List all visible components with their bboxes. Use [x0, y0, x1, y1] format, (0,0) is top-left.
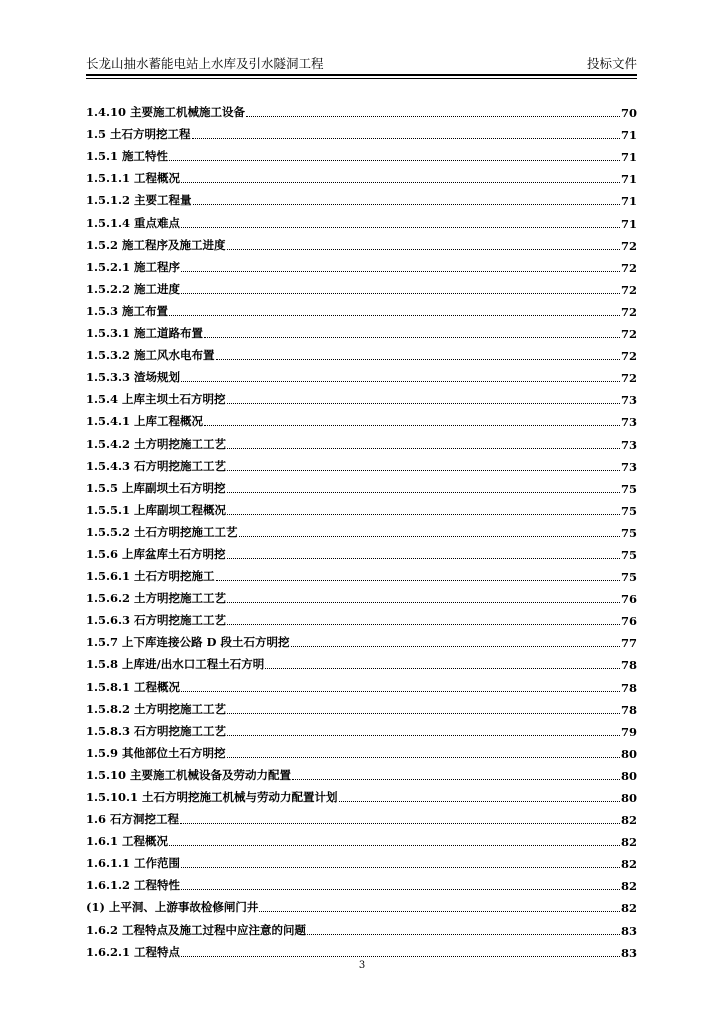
toc-entry[interactable] [86, 871, 637, 893]
toc-entry-page: 75 [620, 481, 637, 496]
toc-entry-page: 82 [620, 813, 637, 828]
toc-entry[interactable] [86, 717, 637, 739]
toc-entry[interactable] [86, 341, 637, 363]
toc-entry[interactable] [86, 98, 637, 120]
toc-entry-page: 71 [620, 150, 637, 165]
toc-entry-page: 80 [620, 791, 637, 805]
toc-dot-leader [192, 137, 620, 139]
toc-entry[interactable] [86, 142, 637, 164]
toc-entry-title: 1.5.5.2 土石方明挖施工工艺 [86, 524, 238, 539]
toc-entry-page: 76 [620, 614, 637, 629]
toc-entry-title: 1.6.1.2 工程特性 [86, 878, 181, 893]
header-rule-thin [86, 78, 637, 79]
toc-entry-title: 1.5.8 上库进/出水口工程土石方明 [86, 657, 265, 672]
toc-entry-title: 1.5.4.3 石方明挖施工工艺 [86, 458, 227, 473]
toc-entry-page: 83 [620, 923, 637, 938]
toc-dot-leader [291, 645, 620, 647]
toc-entry-title: 1.5.1 施工特性 [86, 149, 169, 164]
toc-entry[interactable] [86, 672, 637, 694]
toc-entry-title: 1.5.1.2 主要工程量 [86, 193, 192, 208]
toc-dot-leader [181, 866, 620, 868]
header-doc-type: 投标文件 [586, 56, 637, 71]
toc-entry-title: 1.6.2.1 工程特点 [86, 944, 181, 959]
toc-entry-page: 78 [620, 658, 637, 673]
toc-dot-leader [227, 601, 620, 603]
toc-dot-leader [181, 226, 620, 228]
toc-entry-title: 1.5.1.4 重点难点 [86, 215, 181, 230]
toc-dot-leader [169, 314, 620, 316]
toc-entry-title: 1.5.10.1 土石方明挖施工机械与劳动力配置计划 [86, 790, 338, 804]
toc-entry[interactable] [86, 540, 637, 562]
toc-entry-title: 1.5.8.2 土方明挖施工工艺 [86, 701, 227, 716]
header-rule-thick [86, 74, 637, 76]
toc-entry-title: (1) 上平洞、上游事故检修闸门井 [86, 900, 259, 915]
toc-entry-page: 75 [620, 570, 637, 585]
toc-entry-page: 82 [620, 879, 637, 894]
toc-entry-page: 73 [620, 437, 637, 452]
toc-entry-title: 1.5.4.2 土方明挖施工工艺 [86, 436, 227, 451]
toc-entry-page: 72 [620, 304, 637, 319]
toc-dot-leader [216, 579, 620, 581]
toc-dot-leader [307, 933, 620, 935]
toc-entry-title: 1.5.4.1 上库工程概况 [86, 414, 204, 429]
toc-dot-leader [292, 778, 620, 780]
toc-dot-leader [227, 469, 620, 471]
toc-entry-title: 1.6.2 工程特点及施工过程中应注意的问题 [86, 922, 307, 937]
toc-entry[interactable] [86, 297, 637, 319]
toc-entry[interactable] [86, 186, 637, 208]
toc-entry-page: 72 [620, 327, 637, 342]
toc-entry[interactable] [86, 739, 637, 761]
toc-dot-leader [169, 844, 620, 846]
toc-entry-page: 72 [620, 371, 637, 386]
toc-dot-leader [246, 115, 620, 117]
toc-entry-title: 1.5.6.2 土方明挖施工工艺 [86, 591, 227, 606]
toc-entry-title: 1.4.10 主要施工机械施工设备 [86, 105, 246, 120]
toc-entry-title: 1.5.7 上下库连接公路 D 段土石方明挖 [86, 635, 290, 650]
toc-dot-leader [227, 447, 620, 449]
toc-entry[interactable] [86, 783, 637, 805]
toc-dot-leader [181, 270, 620, 272]
toc-entry-title: 1.5 土石方明挖工程 [86, 127, 191, 142]
toc-entry[interactable] [86, 915, 637, 937]
toc-dot-leader [181, 181, 620, 183]
toc-dot-leader [339, 800, 620, 802]
toc-entry[interactable] [86, 584, 637, 606]
toc-dot-leader [227, 513, 620, 515]
toc-entry-page: 75 [620, 503, 637, 518]
toc-entry-title: 1.5.2 施工程序及施工进度 [86, 237, 226, 252]
toc-entry-page: 82 [620, 835, 637, 850]
toc-entry-page: 73 [620, 393, 637, 408]
toc-entry-page: 77 [620, 636, 637, 651]
toc-entry[interactable] [86, 849, 637, 871]
toc-entry-page: 80 [620, 768, 637, 783]
toc-entry[interactable] [86, 650, 637, 672]
toc-entry-page: 75 [620, 525, 637, 540]
toc-dot-leader [181, 690, 620, 692]
toc-entry[interactable] [86, 893, 637, 915]
toc-entry[interactable] [86, 496, 637, 518]
toc-entry[interactable] [86, 120, 637, 142]
toc-entry-title: 1.5.3.2 施工风水电布置 [86, 348, 215, 363]
toc-dot-leader [227, 557, 620, 559]
toc-dot-leader [204, 336, 620, 338]
toc-entry-page: 83 [620, 945, 637, 960]
toc-dot-leader [181, 380, 620, 382]
toc-entry-title: 1.6.1 工程概况 [86, 834, 169, 849]
toc-entry-title: 1.5.5.1 上库副坝工程概况 [86, 502, 227, 517]
toc-entry[interactable] [86, 385, 637, 407]
page-number: 3 [358, 960, 366, 971]
toc-entry-title: 1.5.2.2 施工进度 [86, 281, 181, 296]
toc-entry[interactable] [86, 938, 637, 960]
toc-entry-title: 1.5.8.3 石方明挖施工工艺 [86, 723, 227, 738]
toc-entry-page: 82 [620, 901, 637, 916]
toc-entry-page: 79 [620, 724, 637, 739]
toc-dot-leader [204, 424, 620, 426]
toc-dot-leader [181, 955, 620, 957]
toc-entry[interactable] [86, 518, 637, 540]
toc-dot-leader [227, 756, 620, 758]
toc-entry-title: 1.5.8.1 工程概况 [86, 679, 181, 694]
toc-entry-page: 71 [620, 216, 637, 231]
toc-entry-page: 75 [620, 547, 637, 562]
toc-entry-page: 76 [620, 592, 637, 607]
toc-dot-leader [265, 667, 620, 669]
toc-entry-page: 80 [620, 746, 637, 761]
toc-entry-title: 1.5.2.1 施工程序 [86, 259, 181, 274]
toc-entry[interactable] [86, 164, 637, 186]
toc-entry-page: 72 [620, 349, 637, 364]
toc-entry-title: 1.6.1.1 工作范围 [86, 856, 181, 871]
toc-entry-title: 1.5.1.1 工程概况 [86, 171, 181, 186]
toc-entry[interactable] [86, 363, 637, 385]
toc-entry[interactable] [86, 606, 637, 628]
toc-entry-title: 1.5.6.3 石方明挖施工工艺 [86, 613, 227, 628]
toc-dot-leader [227, 402, 620, 404]
toc-dot-leader [227, 491, 620, 493]
toc-dot-leader [227, 734, 620, 736]
toc-dot-leader [227, 248, 620, 250]
toc-entry-title: 1.5.3.1 施工道路布置 [86, 326, 204, 341]
toc-entry-title: 1.5.4 上库主坝土石方明挖 [86, 392, 226, 407]
toc-entry[interactable] [86, 253, 637, 275]
toc-dot-leader [181, 292, 620, 294]
toc-entry[interactable] [86, 474, 637, 496]
page-header [86, 52, 637, 72]
toc-dot-leader [239, 535, 620, 537]
toc-entry[interactable] [86, 761, 637, 783]
toc-entry-title: 1.5.5 上库副坝土石方明挖 [86, 480, 226, 495]
toc-entry[interactable] [86, 827, 637, 849]
toc-entry[interactable] [86, 319, 637, 341]
toc-dot-leader [181, 888, 620, 890]
toc-entry-title: 1.5.9 其他部位土石方明挖 [86, 745, 226, 760]
toc-entry-page: 73 [620, 459, 637, 474]
toc-entry[interactable] [86, 208, 637, 230]
toc-entry-page: 70 [620, 106, 637, 121]
toc-dot-leader [216, 358, 620, 360]
toc-dot-leader [180, 822, 620, 824]
toc-entry-page: 72 [620, 260, 637, 275]
toc-entry-title: 1.5.6.1 土石方明挖施工 [86, 569, 215, 584]
header-project-title: 长龙山抽水蓄能电站上水库及引水隧洞工程 [86, 56, 324, 71]
toc-entry-page: 71 [620, 172, 637, 187]
toc-entry-page: 78 [620, 680, 637, 695]
toc-dot-leader [259, 910, 620, 912]
toc-dot-leader [169, 159, 620, 161]
toc-entry-page: 71 [620, 128, 637, 143]
toc-entry-page: 71 [620, 194, 637, 209]
toc-entry-title: 1.5.3.3 渣场规划 [86, 370, 181, 385]
toc-entry[interactable] [86, 429, 637, 451]
toc-entry[interactable] [86, 695, 637, 717]
toc-dot-leader [227, 623, 620, 625]
toc-entry-title: 1.5.10 主要施工机械设备及劳动力配置 [86, 767, 292, 782]
toc-entry[interactable] [86, 275, 637, 297]
toc-entry[interactable] [86, 562, 637, 584]
toc-entry[interactable] [86, 805, 637, 827]
toc-entry-page: 73 [620, 415, 637, 430]
toc-entry-page: 78 [620, 702, 637, 717]
table-of-contents [86, 98, 637, 960]
toc-entry-title: 1.6 石方洞挖工程 [86, 812, 180, 827]
toc-entry-title: 1.5.6 上库盆库土石方明挖 [86, 546, 226, 561]
page-footer [0, 960, 724, 971]
toc-entry[interactable] [86, 231, 637, 253]
toc-entry-page: 72 [620, 282, 637, 297]
toc-entry[interactable] [86, 407, 637, 429]
toc-entry-page: 72 [620, 238, 637, 253]
toc-entry[interactable] [86, 452, 637, 474]
toc-dot-leader [193, 203, 620, 205]
toc-entry[interactable] [86, 628, 637, 650]
toc-dot-leader [227, 712, 620, 714]
toc-entry-page: 82 [620, 857, 637, 872]
toc-entry-title: 1.5.3 施工布置 [86, 303, 169, 318]
